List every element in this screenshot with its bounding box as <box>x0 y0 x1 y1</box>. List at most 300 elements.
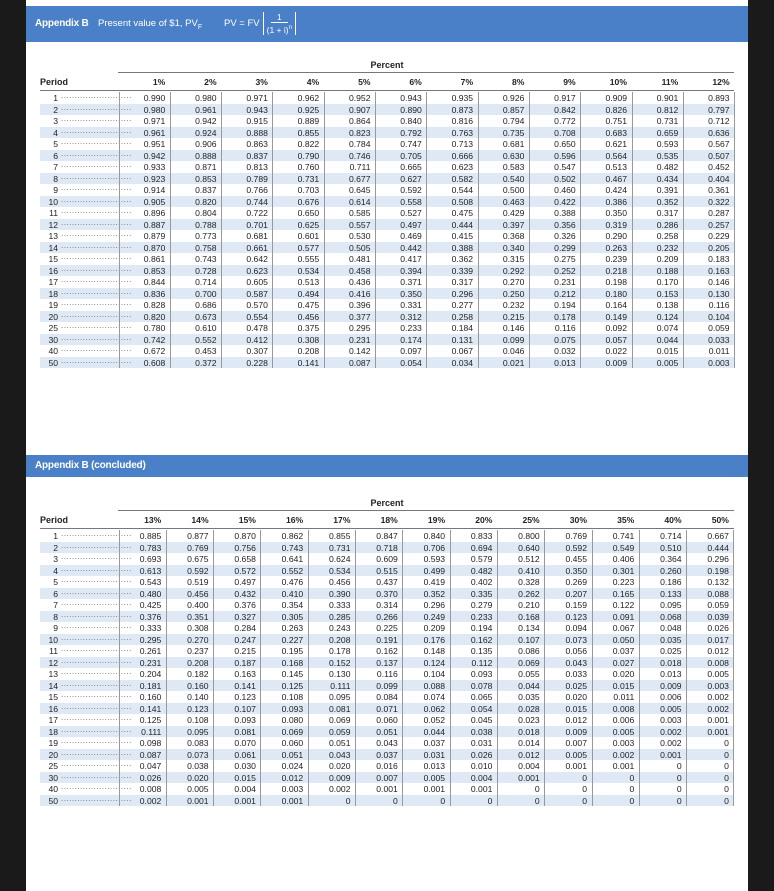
value-cell: 0.596 <box>554 150 576 161</box>
value-cell: 0.170 <box>656 277 679 287</box>
value-cell: 0.840 <box>423 531 446 541</box>
table-row <box>40 530 734 542</box>
value-cell: 0.650 <box>554 139 576 149</box>
leader-dots: .......................... <box>61 529 132 538</box>
value-cell: 0.001 <box>707 726 729 737</box>
value-cell: 0.159 <box>565 600 587 610</box>
value-cell: 0.252 <box>554 265 576 276</box>
value-cell: 0.592 <box>400 185 422 195</box>
value-cell: 0.731 <box>297 173 320 184</box>
formula-numerator: 1 <box>271 12 288 23</box>
column-header-row <box>40 74 734 91</box>
value-cell: 0.152 <box>328 657 351 668</box>
value-cell: 0.683 <box>605 127 627 138</box>
subtitle-text: Present value of $1, PV <box>98 18 198 29</box>
value-cell: 0.728 <box>195 265 217 276</box>
value-cell: 0.790 <box>297 150 320 161</box>
period-cell: 15 <box>48 692 58 702</box>
value-cell: 0.148 <box>423 646 446 656</box>
value-cell: 0.061 <box>234 749 256 760</box>
value-cell: 0.081 <box>328 703 351 714</box>
value-cell: 0.051 <box>376 726 398 737</box>
value-cell: 0.308 <box>187 623 209 633</box>
value-cell: 0.593 <box>423 554 446 564</box>
value-cell: 0.901 <box>656 93 679 103</box>
value-cell: 0.191 <box>376 634 398 645</box>
value-cell: 0.286 <box>656 219 679 230</box>
value-cell: 0 <box>676 784 682 794</box>
value-cell: 0.003 <box>707 680 729 691</box>
value-cell: 0.585 <box>348 208 371 218</box>
column-header: 12% <box>712 77 730 87</box>
value-cell: 0.376 <box>234 600 256 610</box>
value-cell: 0.270 <box>502 277 525 287</box>
value-cell: 0.088 <box>423 680 446 691</box>
value-cell: 0.760 <box>297 162 320 172</box>
value-cell: 0.744 <box>246 196 268 207</box>
value-cell: 0.037 <box>423 738 446 748</box>
value-cell: 0.008 <box>139 784 162 794</box>
period-cell: 8 <box>53 173 58 184</box>
value-cell: 0.051 <box>281 749 304 760</box>
value-cell: 0.885 <box>139 531 162 541</box>
value-cell: 0.469 <box>400 231 422 241</box>
value-cell: 0.232 <box>502 300 525 310</box>
value-cell: 0.416 <box>348 288 371 299</box>
value-cell: 0.609 <box>376 554 398 564</box>
value-cell: 0.002 <box>660 738 682 748</box>
value-cell: 0.693 <box>139 554 162 564</box>
leader-dots: .......................... <box>61 217 132 227</box>
value-cell: 0.048 <box>660 623 682 633</box>
column-divider <box>272 92 273 368</box>
value-cell: 0.583 <box>502 162 525 172</box>
value-cell: 0.163 <box>234 669 256 679</box>
leader-dots: .......................... <box>61 759 132 768</box>
value-cell: 0.275 <box>554 254 576 264</box>
value-cell: 0.743 <box>281 542 304 553</box>
value-cell: 0.530 <box>348 231 371 241</box>
value-cell: 0.742 <box>143 334 166 345</box>
value-cell: 0.111 <box>330 680 351 691</box>
value-cell: 0.871 <box>195 162 217 172</box>
leader-dots: .......................... <box>61 321 132 330</box>
column-header: 19% <box>427 515 446 525</box>
value-cell: 0.140 <box>187 692 209 702</box>
period-cell: 6 <box>53 150 58 161</box>
appendix-page <box>26 0 748 891</box>
table-row <box>40 322 734 334</box>
value-cell: 0.853 <box>195 173 217 184</box>
value-cell: 0.475 <box>451 208 474 218</box>
value-cell: 0.442 <box>400 242 422 253</box>
value-cell: 0.003 <box>708 357 730 368</box>
value-cell: 0 <box>534 784 540 794</box>
leader-dots: .......................... <box>61 91 132 100</box>
value-cell: 0 <box>487 795 493 806</box>
value-cell: 0.198 <box>707 565 729 576</box>
value-cell: 0.237 <box>187 646 209 656</box>
value-cell: 0.700 <box>195 288 217 299</box>
value-cell: 0.004 <box>518 761 540 771</box>
value-cell: 0.592 <box>187 565 209 576</box>
period-cell: 40 <box>48 346 58 356</box>
value-cell: 0.141 <box>139 703 162 714</box>
period-cell: 17 <box>48 715 58 725</box>
period-cell: 12 <box>48 219 58 230</box>
value-cell: 0.942 <box>143 150 166 161</box>
value-cell: 0.444 <box>707 542 729 553</box>
column-divider <box>402 530 403 806</box>
column-divider <box>450 530 451 806</box>
value-cell: 0.285 <box>328 611 351 622</box>
value-cell: 0.001 <box>707 715 729 725</box>
value-cell: 0.853 <box>143 265 166 276</box>
leader-dots: .......................... <box>61 137 132 146</box>
value-cell: 0.044 <box>518 680 540 691</box>
value-cell: 0.772 <box>554 116 576 126</box>
value-cell: 0.540 <box>502 173 525 184</box>
value-cell: 0.210 <box>518 600 540 610</box>
value-cell: 0.820 <box>143 311 166 322</box>
value-cell: 0.847 <box>376 531 398 541</box>
value-cell: 0.467 <box>605 173 627 184</box>
value-cell: 0.623 <box>451 162 474 172</box>
value-cell: 0.056 <box>565 646 587 656</box>
leader-dots: .......................... <box>61 114 132 123</box>
value-cell: 0.404 <box>708 173 730 184</box>
value-cell: 0.961 <box>195 104 217 115</box>
value-cell: 0.659 <box>656 127 679 138</box>
value-cell: 0.567 <box>708 139 730 149</box>
value-cell: 0.045 <box>470 715 493 725</box>
value-cell: 0.001 <box>281 795 304 806</box>
value-cell: 0.773 <box>195 231 217 241</box>
value-cell: 0.661 <box>246 242 268 253</box>
value-cell: 0.069 <box>281 726 304 737</box>
value-cell: 0.455 <box>565 554 587 564</box>
value-cell: 0.512 <box>518 554 540 564</box>
value-cell: 0.862 <box>281 531 304 541</box>
value-cell: 0.001 <box>660 749 682 760</box>
value-cell: 0.458 <box>348 265 371 276</box>
value-cell: 0.816 <box>451 116 474 126</box>
value-cell: 0.001 <box>234 795 256 806</box>
table-row <box>40 657 734 669</box>
value-cell: 0.482 <box>656 162 679 172</box>
value-cell: 0.258 <box>656 231 679 241</box>
leader-dots: .......................... <box>61 194 132 204</box>
value-cell: 0.672 <box>143 346 166 356</box>
value-cell: 0.593 <box>656 139 679 149</box>
value-cell: 0.037 <box>376 749 398 760</box>
value-cell: 0.195 <box>281 646 304 656</box>
value-cell: 0.095 <box>187 726 209 737</box>
value-cell: 0.456 <box>328 577 351 587</box>
value-cell: 0.317 <box>656 208 679 218</box>
value-cell: 0.075 <box>554 334 576 345</box>
value-cell: 0.713 <box>451 139 474 149</box>
period-cell: 50 <box>48 357 58 368</box>
table-row <box>40 345 734 357</box>
value-cell: 0.020 <box>328 761 351 771</box>
value-cell: 0.209 <box>656 254 679 264</box>
leader-dots: .......................... <box>61 183 132 192</box>
column-divider <box>544 530 545 806</box>
period-cell: 13 <box>48 669 58 679</box>
formula-exponent: n <box>288 25 292 31</box>
value-cell: 0.889 <box>297 116 320 126</box>
leader-dots: .......................... <box>61 644 132 653</box>
value-cell: 0.837 <box>246 150 268 161</box>
period-header: Period <box>40 77 69 87</box>
leader-dots: .......................... <box>61 355 132 365</box>
value-cell: 0.005 <box>565 749 587 760</box>
leader-dots: .......................... <box>61 632 132 642</box>
value-cell: 0.015 <box>656 346 679 356</box>
value-cell: 0.706 <box>423 542 446 553</box>
column-header: 11% <box>661 77 679 87</box>
value-cell: 0 <box>676 761 682 771</box>
column-header: 40% <box>664 515 682 525</box>
period-cell: 5 <box>53 577 58 587</box>
table-row <box>40 265 734 277</box>
column-header: 10% <box>609 77 627 87</box>
column-header: 1% <box>152 77 166 87</box>
value-cell: 0.069 <box>328 715 351 725</box>
value-cell: 0.861 <box>143 254 166 264</box>
value-cell: 0.935 <box>451 93 474 103</box>
value-cell: 0.231 <box>139 657 162 668</box>
value-cell: 0.012 <box>281 772 304 783</box>
column-divider <box>529 92 530 368</box>
leader-dots: .......................... <box>61 252 132 261</box>
value-cell: 0.081 <box>234 726 256 737</box>
value-cell: 0.123 <box>187 703 209 714</box>
value-cell: 0.027 <box>612 657 635 668</box>
value-cell: 0.095 <box>328 692 351 702</box>
value-cell: 0.292 <box>502 265 525 276</box>
value-cell: 0.543 <box>139 577 162 587</box>
value-cell: 0.613 <box>139 565 162 576</box>
column-divider <box>221 92 222 368</box>
value-cell: 0.247 <box>234 634 256 645</box>
table-body <box>40 530 734 806</box>
value-cell: 0.153 <box>656 288 679 299</box>
value-cell: 0.080 <box>281 715 304 725</box>
value-cell: 0.743 <box>195 254 217 264</box>
value-cell: 0.086 <box>518 646 540 656</box>
value-cell: 0.015 <box>234 772 256 783</box>
value-cell: 0.162 <box>470 634 493 645</box>
value-cell: 0 <box>724 749 729 760</box>
value-cell: 0.319 <box>605 219 627 230</box>
period-cell: 11 <box>49 646 58 656</box>
column-header: 18% <box>380 515 398 525</box>
value-cell: 0.312 <box>400 311 422 322</box>
value-cell: 0.855 <box>297 127 320 138</box>
value-cell: 0.146 <box>708 277 730 287</box>
period-cell: 50 <box>48 795 58 806</box>
value-cell: 0.005 <box>423 772 446 783</box>
column-header: 14% <box>191 515 209 525</box>
table-row <box>40 714 734 726</box>
column-divider <box>355 530 356 806</box>
value-cell: 0.519 <box>187 577 209 587</box>
leader-dots: .......................... <box>61 736 132 745</box>
value-cell: 0.714 <box>660 531 682 541</box>
value-cell: 0.410 <box>518 565 540 576</box>
value-cell: 0.675 <box>187 554 209 564</box>
period-cell: 7 <box>53 600 58 610</box>
value-cell: 0.436 <box>348 277 371 287</box>
value-cell: 0.513 <box>605 162 627 172</box>
value-cell: 0.905 <box>143 196 166 207</box>
value-cell: 0.074 <box>423 692 446 702</box>
table-row <box>40 311 734 323</box>
value-cell: 0.820 <box>195 196 217 207</box>
value-cell: 0.328 <box>518 577 540 587</box>
value-cell: 0.122 <box>612 600 635 610</box>
value-cell: 0.165 <box>612 588 635 599</box>
value-cell: 0.174 <box>400 334 422 345</box>
value-cell: 0 <box>724 795 729 806</box>
leader-dots: .......................... <box>61 344 132 353</box>
value-cell: 0.204 <box>139 669 162 679</box>
value-cell: 0.043 <box>565 657 587 668</box>
value-cell: 0.032 <box>554 346 576 356</box>
table-row <box>40 184 734 196</box>
table-row <box>40 737 734 749</box>
value-cell: 0.134 <box>518 623 540 633</box>
value-cell: 0.857 <box>502 104 525 115</box>
value-cell: 0.794 <box>502 116 525 126</box>
value-cell: 0 <box>345 795 351 806</box>
value-cell: 0.667 <box>707 531 729 541</box>
value-cell: 0.515 <box>376 565 398 576</box>
value-cell: 0.013 <box>423 761 446 771</box>
column-header: 13% <box>144 515 162 525</box>
value-cell: 0.676 <box>297 196 320 207</box>
value-cell: 0 <box>629 784 635 794</box>
leader-dots: .......................... <box>61 575 132 584</box>
value-cell: 0.277 <box>451 300 474 310</box>
value-cell: 0.001 <box>470 784 493 794</box>
value-cell: 0.388 <box>451 242 474 253</box>
value-cell: 0.482 <box>470 565 493 576</box>
value-cell: 0.406 <box>612 554 635 564</box>
value-cell: 0.370 <box>376 588 398 599</box>
value-cell: 0.011 <box>613 692 635 702</box>
value-cell: 0.788 <box>195 219 217 230</box>
value-cell: 0.701 <box>246 219 268 230</box>
value-cell: 0.951 <box>143 139 166 149</box>
value-cell: 0.227 <box>281 634 304 645</box>
value-cell: 0.015 <box>612 680 635 691</box>
value-cell: 0.412 <box>246 334 268 345</box>
column-divider <box>632 92 633 368</box>
value-cell: 0.926 <box>502 93 525 103</box>
period-cell: 5 <box>53 139 58 149</box>
value-cell: 0.842 <box>554 104 576 115</box>
value-cell: 0.146 <box>502 323 525 333</box>
value-cell: 0 <box>582 784 587 794</box>
value-cell: 0.391 <box>656 185 679 195</box>
value-cell: 0.333 <box>139 623 162 633</box>
column-header: 8% <box>511 77 525 87</box>
value-cell: 0.641 <box>281 554 304 564</box>
value-cell: 0.107 <box>518 634 540 645</box>
value-cell: 0.124 <box>656 311 679 322</box>
leader-dots: .......................... <box>61 148 132 158</box>
value-cell: 0.497 <box>400 219 422 230</box>
table-row <box>40 772 734 784</box>
value-cell: 0.836 <box>143 288 166 299</box>
value-cell: 0.001 <box>423 784 446 794</box>
value-cell: 0.124 <box>423 657 446 668</box>
column-divider <box>260 530 261 806</box>
value-cell: 0.746 <box>348 150 371 161</box>
value-cell: 0.028 <box>518 703 540 714</box>
value-cell: 0.792 <box>400 127 422 138</box>
column-divider <box>686 530 687 806</box>
value-cell: 0.769 <box>565 531 587 541</box>
table-row <box>40 288 734 300</box>
value-cell: 0.026 <box>707 623 729 633</box>
table-row <box>40 726 734 738</box>
value-cell: 0.377 <box>348 311 371 322</box>
leader-dots: .......................... <box>61 563 132 573</box>
value-cell: 0.176 <box>423 634 446 645</box>
table-row <box>40 299 734 311</box>
value-cell: 0.031 <box>423 749 446 760</box>
value-cell: 0 <box>629 795 635 806</box>
value-cell: 0.010 <box>470 761 493 771</box>
value-cell: 0.390 <box>328 588 351 599</box>
value-cell: 0.942 <box>195 116 217 126</box>
column-divider <box>166 530 167 806</box>
value-cell: 0.354 <box>281 600 304 610</box>
value-cell: 0.823 <box>348 127 371 138</box>
value-cell: 0.054 <box>400 357 422 368</box>
value-cell: 0.780 <box>143 323 166 333</box>
table-row <box>40 588 734 600</box>
value-cell: 0.422 <box>554 196 576 207</box>
value-cell: 0.228 <box>246 357 268 368</box>
value-cell: 0.212 <box>554 288 576 299</box>
value-cell: 0.001 <box>612 761 635 771</box>
value-cell: 0.005 <box>187 784 209 794</box>
value-cell: 0 <box>582 795 587 806</box>
value-cell: 0.456 <box>297 311 320 322</box>
value-cell: 0.650 <box>297 208 320 218</box>
value-cell: 0.008 <box>707 657 729 668</box>
value-cell: 0 <box>724 738 729 748</box>
value-cell: 0.388 <box>554 208 576 218</box>
value-cell: 0.223 <box>612 577 635 587</box>
leader-dots: .......................... <box>61 598 132 607</box>
table-body <box>40 92 734 368</box>
value-cell: 0.747 <box>400 139 422 149</box>
table-row <box>40 553 734 565</box>
value-cell: 0.315 <box>502 254 525 264</box>
value-cell: 0.527 <box>400 208 422 218</box>
leader-dots: .......................... <box>61 206 132 215</box>
value-cell: 0.507 <box>708 150 730 161</box>
value-cell: 0.123 <box>565 611 587 622</box>
value-cell: 0.231 <box>348 334 371 345</box>
value-cell: 0.071 <box>376 703 398 714</box>
